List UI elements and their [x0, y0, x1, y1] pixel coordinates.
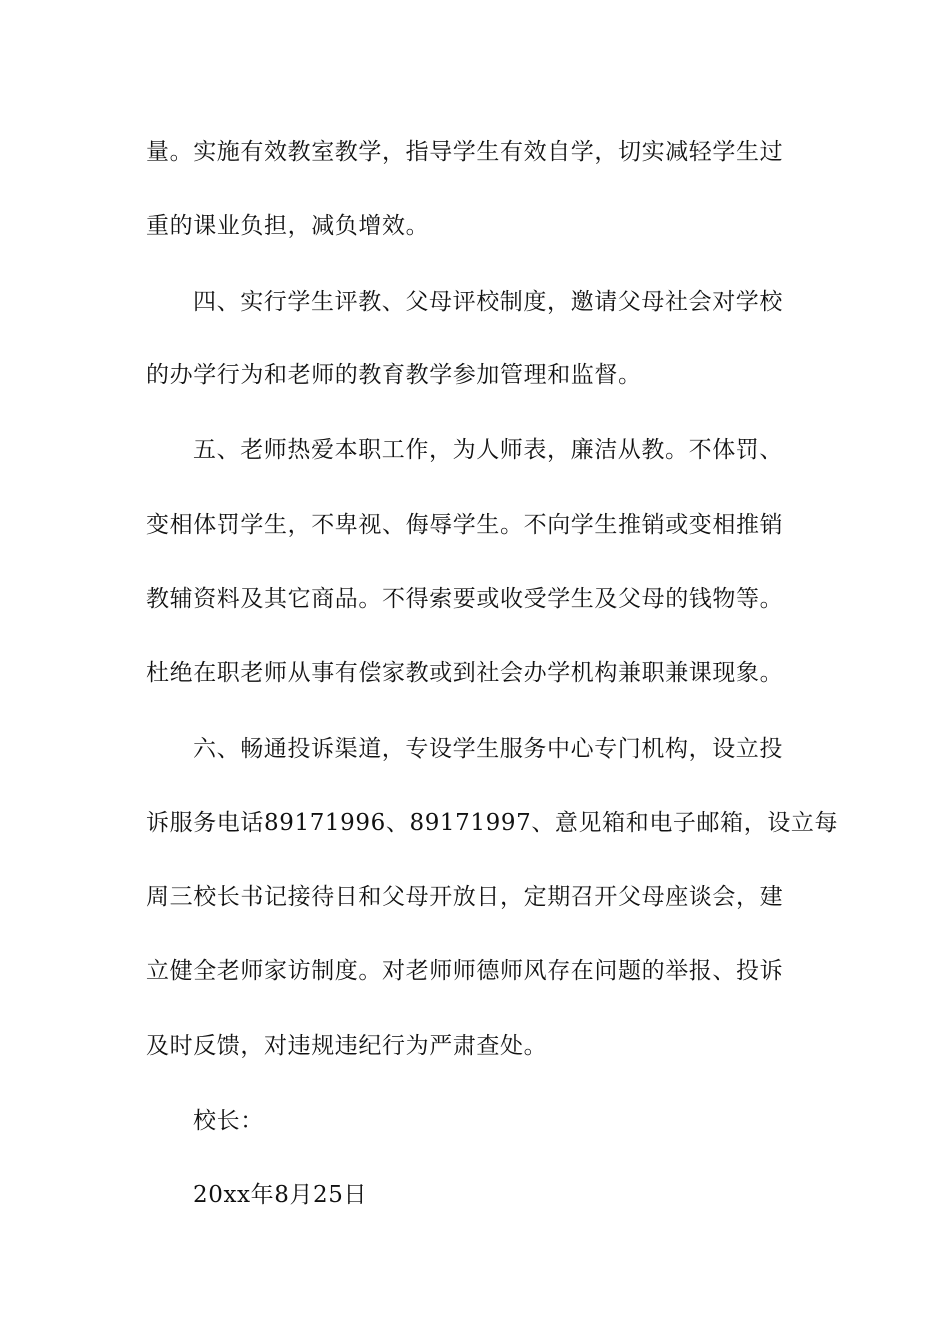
text-line: 的办学行为和老师的教育教学参加管理和监督。: [146, 362, 642, 388]
text-line: 周三校长书记接待日和父母开放日，定期召开父母座谈会，建: [146, 884, 784, 910]
text-line: 教辅资料及其它商品。不得索要或收受学生及父母的钱物等。: [146, 586, 784, 612]
text-line: 量。实施有效教室教学，指导学生有效自学，切实减轻学生过: [146, 139, 784, 165]
text-line: 诉服务电话89171996、89171997、意见箱和电子邮箱，设立每: [146, 810, 839, 836]
paragraph-five-start: 五、老师热爱本职工作，为人师表，廉洁从教。不体罚、: [193, 437, 783, 463]
text-line: 重的课业负担，减负增效。: [146, 213, 430, 239]
signature-label: 校长：: [193, 1108, 264, 1134]
text-line: 杜绝在职老师从事有偿家教或到社会办学机构兼职兼课现象。: [146, 660, 784, 686]
paragraph-six-start: 六、畅通投诉渠道，专设学生服务中心专门机构，设立投: [193, 736, 783, 762]
document-date: 20xx年8月25日: [193, 1182, 368, 1208]
text-line: 变相体罚学生，不卑视、侮辱学生。不向学生推销或变相推销: [146, 512, 784, 538]
paragraph-four-start: 四、实行学生评教、父母评校制度，邀请父母社会对学校: [193, 289, 783, 315]
text-line: 及时反馈，对违规违纪行为严肃查处。: [146, 1033, 548, 1059]
text-line: 立健全老师家访制度。对老师师德师风存在问题的举报、投诉: [146, 958, 784, 984]
